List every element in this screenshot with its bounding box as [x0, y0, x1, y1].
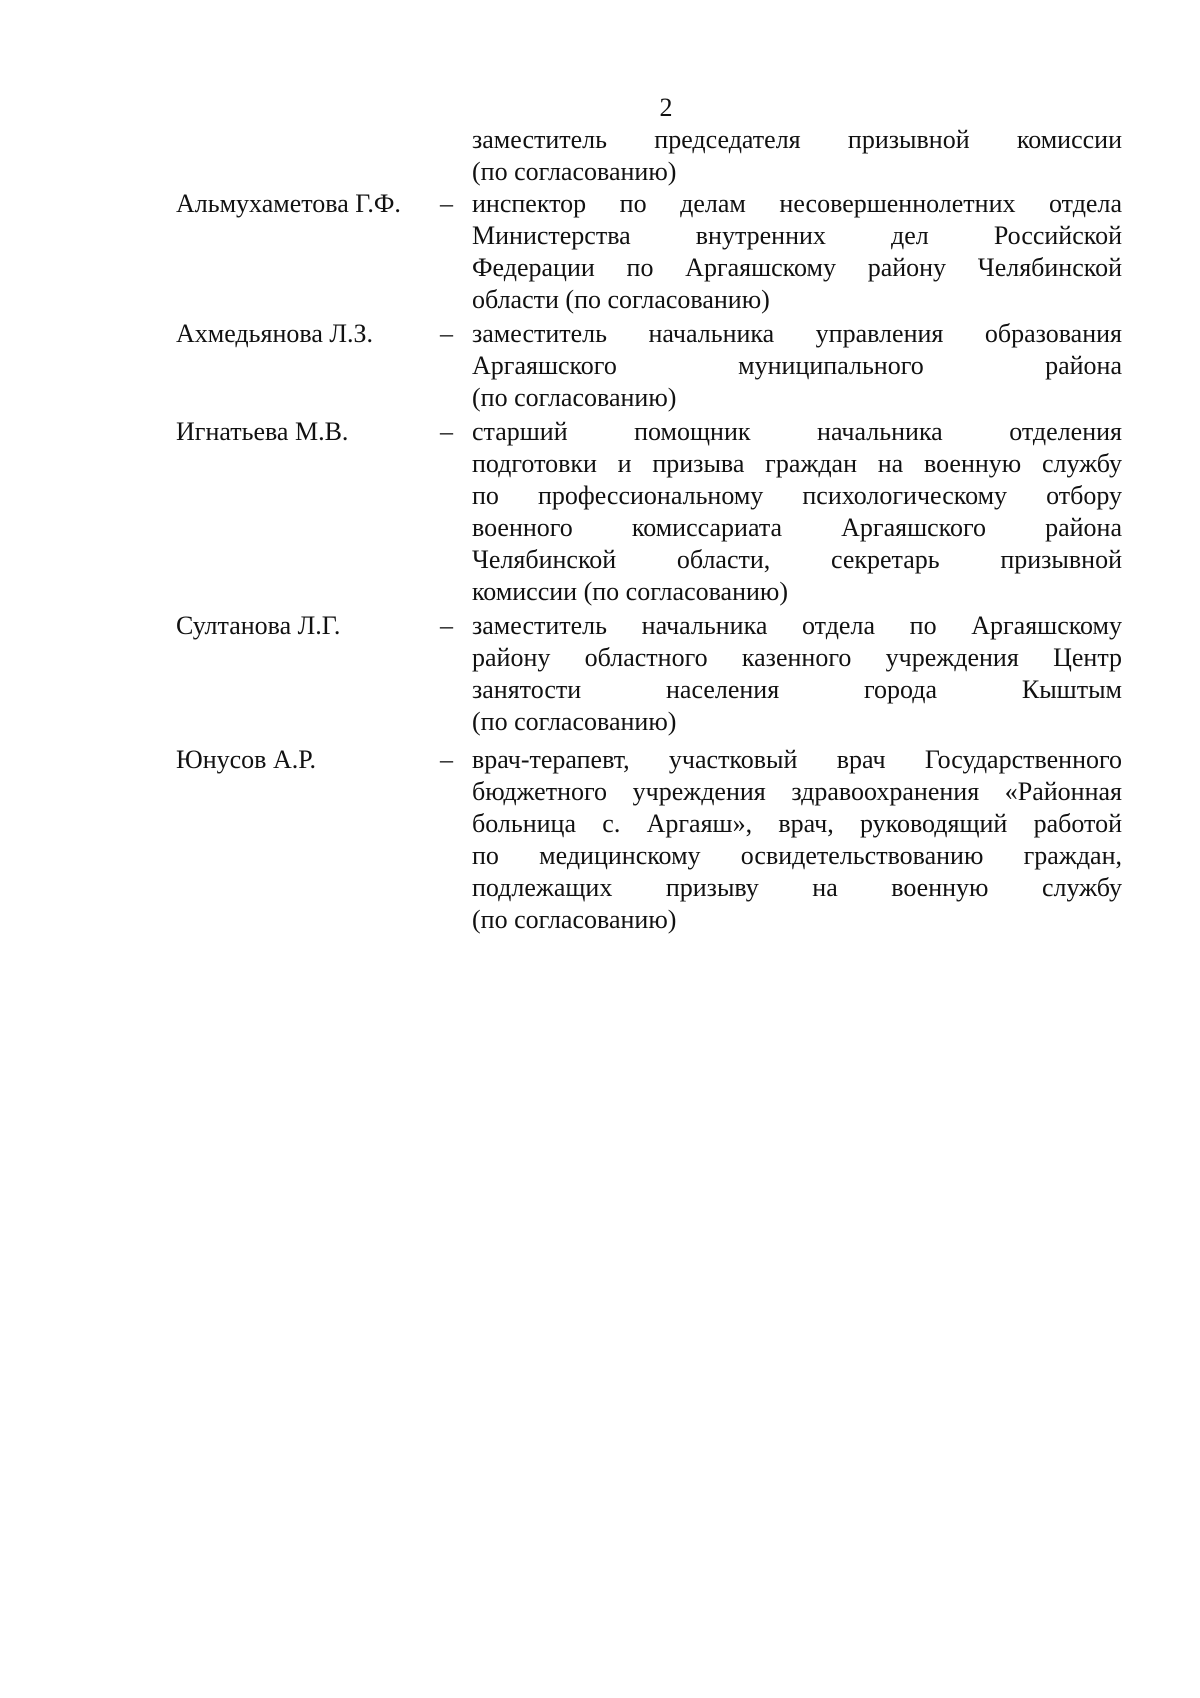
- member-role-line: (по согласованию): [472, 905, 677, 934]
- member-role-line: Федерации по Аргаяшскому району Челябинской: [472, 253, 1122, 282]
- member-role-line: подлежащих призыву на военную службу: [472, 873, 1122, 902]
- member-role-line: Челябинской области, секретарь призывной: [472, 545, 1122, 574]
- member-role-line: району областного казенного учреждения Центр: [472, 643, 1122, 672]
- member-role-line: старший помощник начальника отделения: [472, 417, 1122, 446]
- member-role-line: (по согласованию): [472, 383, 677, 412]
- member-role-line: комиссии (по согласованию): [472, 577, 788, 606]
- member-role-line: подготовки и призыва граждан на военную службу: [472, 449, 1122, 478]
- member-role-line: (по согласованию): [472, 707, 677, 736]
- member-dash: –: [440, 745, 453, 774]
- member-dash: –: [440, 417, 453, 446]
- member-role-line: Аргаяшского муниципального района: [472, 351, 1122, 380]
- member-role-line: врач-терапевт, участковый врач Государственного: [472, 745, 1122, 774]
- member-role-line: бюджетного учреждения здравоохранения «Районная: [472, 777, 1122, 806]
- member-role-line: больница с. Аргаяш», врач, руководящий работой: [472, 809, 1122, 838]
- member-role-line: занятости населения города Кыштым: [472, 675, 1122, 704]
- member-role-line: заместитель председателя призывной комиссии: [472, 125, 1122, 154]
- member-name: Игнатьева М.В.: [176, 417, 349, 446]
- member-name: Альмухаметова Г.Ф.: [176, 189, 401, 218]
- member-role-line: Министерства внутренних дел Российской: [472, 221, 1122, 250]
- member-role-line: (по согласованию): [472, 157, 677, 186]
- member-role-line: инспектор по делам несовершеннолетних отдела: [472, 189, 1122, 218]
- member-dash: –: [440, 319, 453, 348]
- member-role-line: области (по согласованию): [472, 285, 770, 314]
- member-dash: –: [440, 189, 453, 218]
- page-number: 2: [659, 93, 673, 122]
- member-name: Юнусов А.Р.: [176, 745, 316, 774]
- member-name: Ахмедьянова Л.З.: [176, 319, 374, 348]
- member-role-line: по медицинскому освидетельствованию граждан,: [472, 841, 1122, 870]
- member-role-line: заместитель начальника управления образования: [472, 319, 1122, 348]
- member-role-line: заместитель начальника отдела по Аргаяшскому: [472, 611, 1122, 640]
- member-dash: –: [440, 611, 453, 640]
- member-role-line: военного комиссариата Аргаяшского района: [472, 513, 1122, 542]
- member-role-line: по профессиональному психологическому отбору: [472, 481, 1122, 510]
- member-name: Султанова Л.Г.: [176, 611, 341, 640]
